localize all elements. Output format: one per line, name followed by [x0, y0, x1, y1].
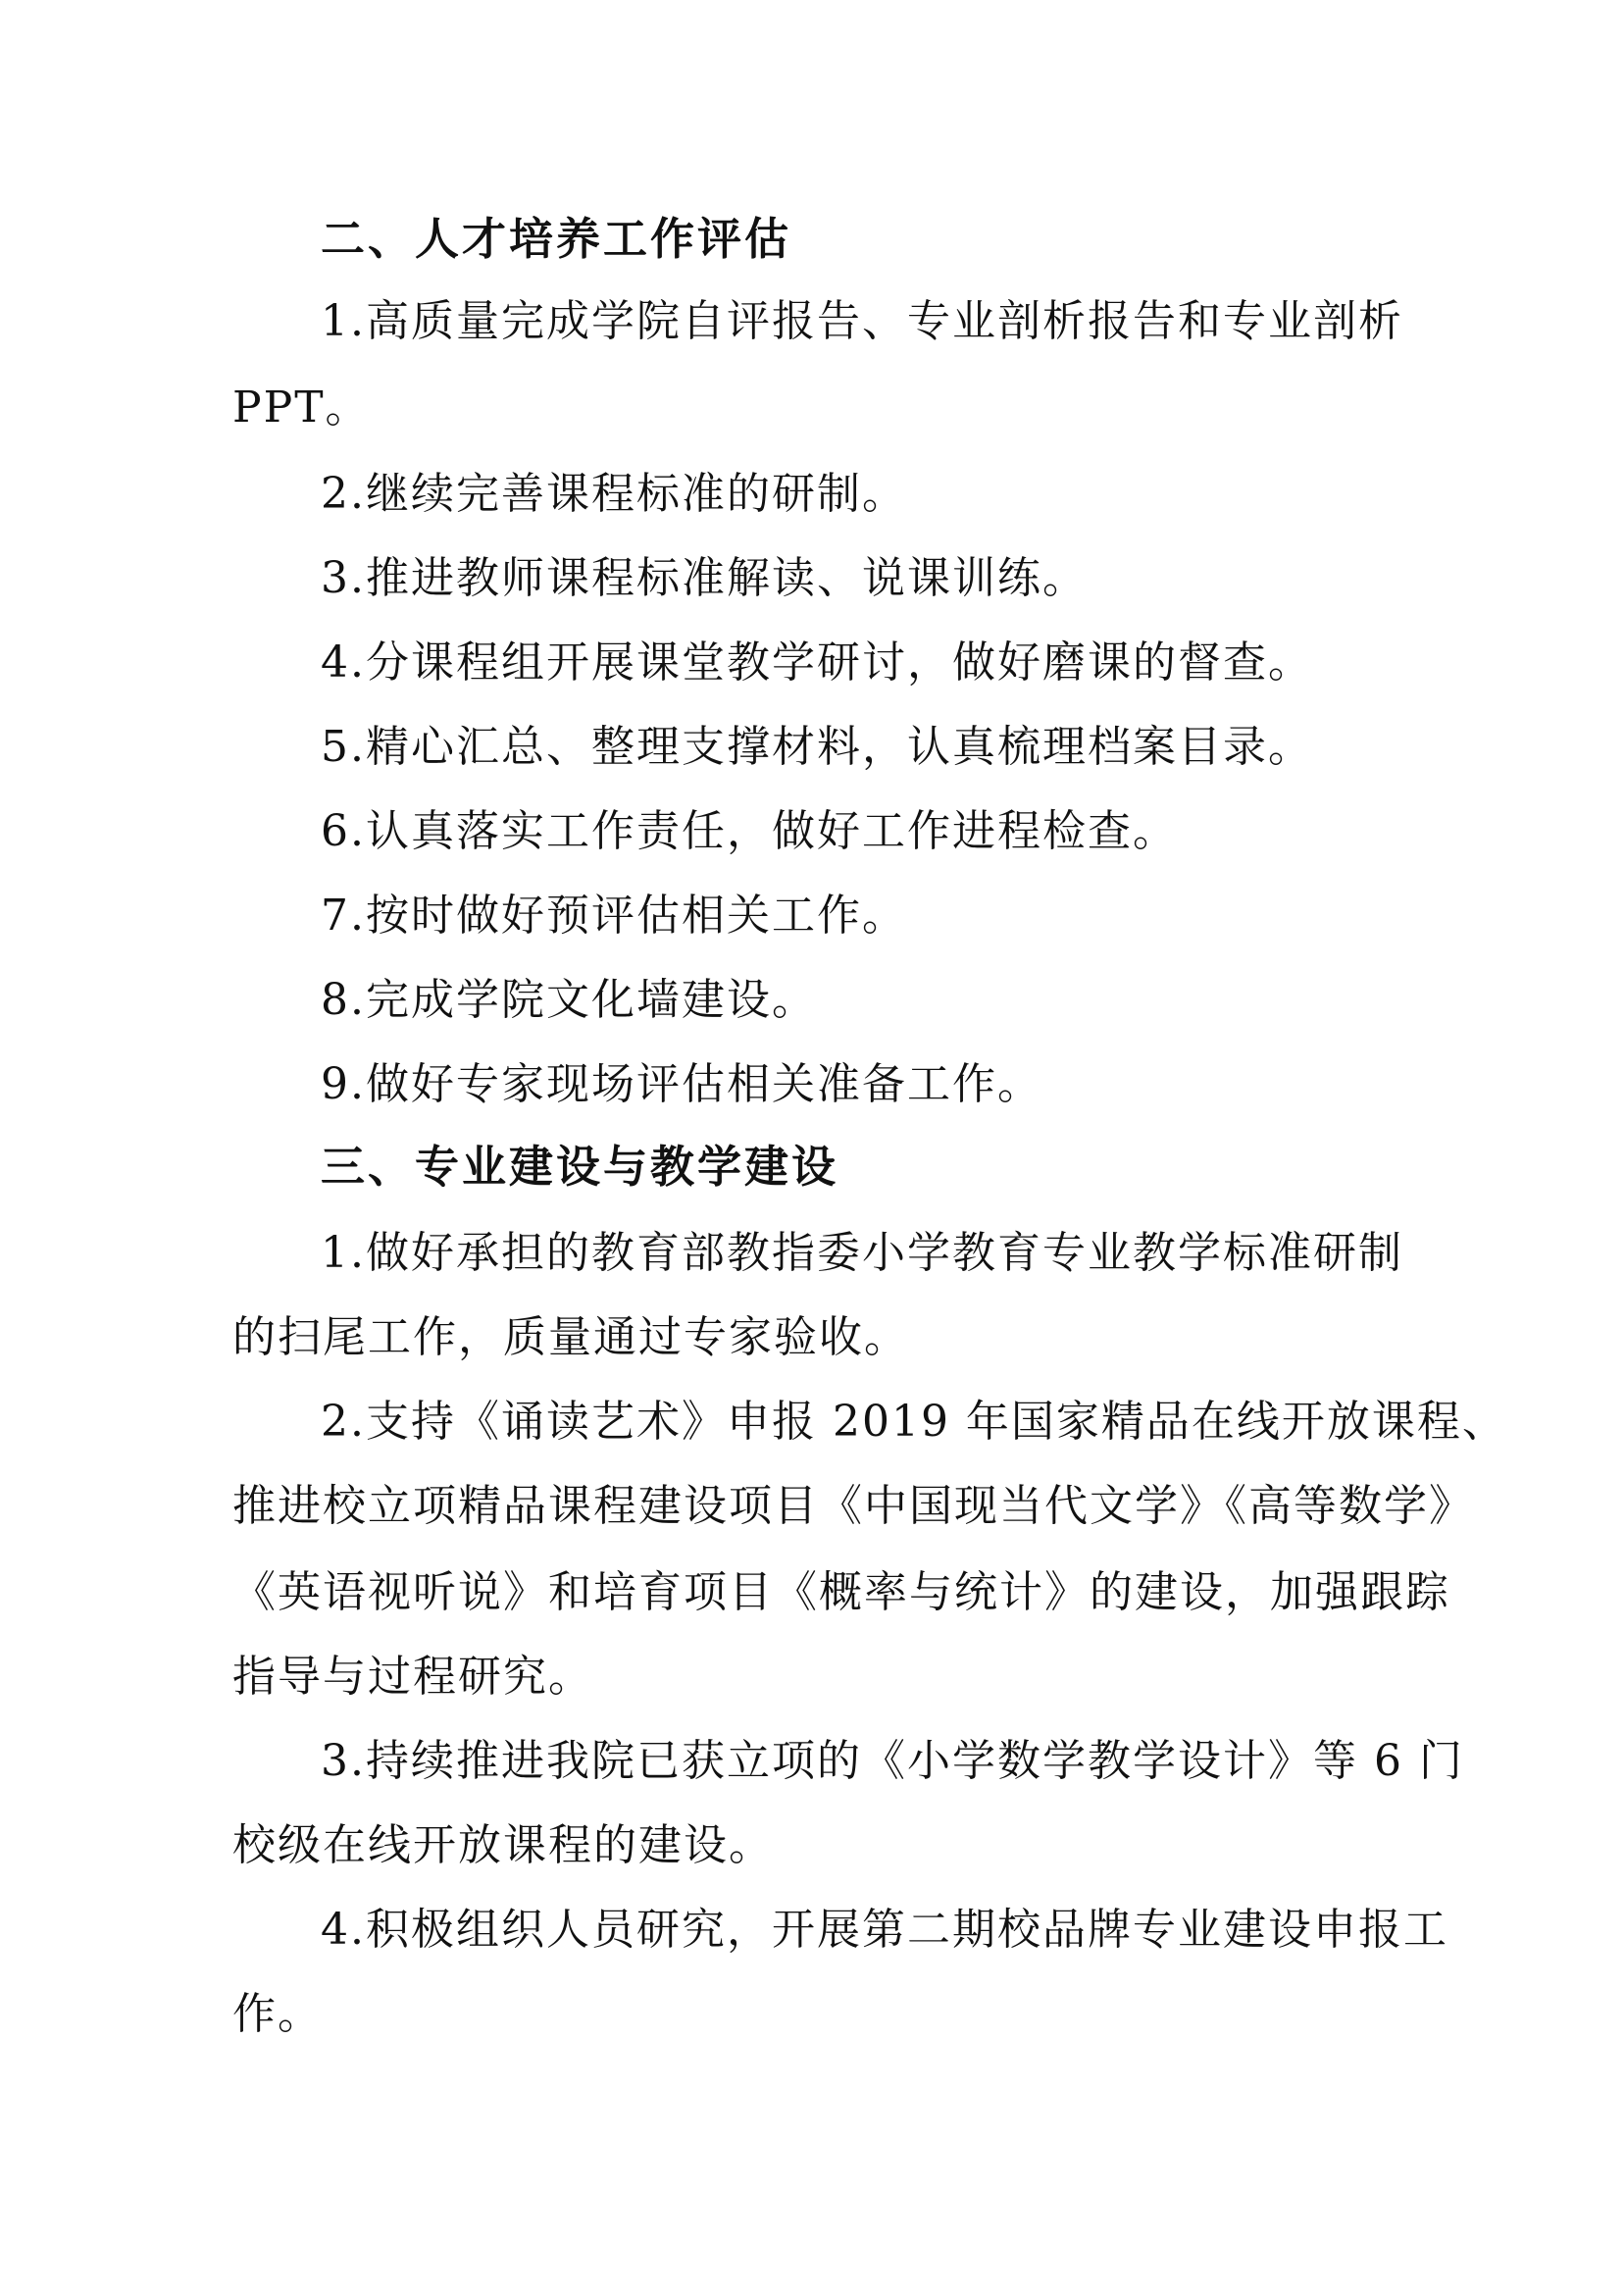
paragraph-item-3: 3.推进教师课程标准解读、说课训练。: [321, 553, 1088, 603]
paragraph-item-5: 5.精心汇总、整理支撑材料，认真梳理档案目录。: [321, 722, 1313, 772]
paragraph-item-2: 2.继续完善课程标准的研制。: [321, 469, 907, 519]
paragraph-s3-item-1-line-2: 的扫尾工作，质量通过专家验收。: [232, 1312, 909, 1362]
paragraph-s3-item-4-line-2: 作。: [232, 1989, 323, 2039]
section-heading-talent-training: 二、人才培养工作评估: [321, 213, 792, 265]
paragraph-item-1-line-2: PPT。: [232, 382, 371, 433]
paragraph-s3-item-4-line-1: 4.积极组织人员研究，开展第二期校品牌专业建设申报工: [321, 1905, 1448, 1955]
paragraph-s3-item-3-line-2: 校级在线开放课程的建设。: [232, 1820, 774, 1870]
paragraph-item-8: 8.完成学院文化墙建设。: [321, 975, 817, 1025]
paragraph-item-9: 9.做好专家现场评估相关准备工作。: [321, 1059, 1042, 1109]
paragraph-item-6: 6.认真落实工作责任，做好工作进程检查。: [321, 806, 1178, 856]
paragraph-s3-item-3-line-1: 3.持续推进我院已获立项的《小学数学教学设计》等 6 门: [321, 1736, 1464, 1786]
paragraph-s3-item-2-line-3: 《英语视听说》和培育项目《概率与统计》的建设，加强跟踪: [232, 1567, 1450, 1617]
paragraph-item-1-line-1: 1.高质量完成学院自评报告、专业剖析报告和专业剖析: [321, 296, 1403, 346]
paragraph-s3-item-2-line-4: 指导与过程研究。: [232, 1652, 593, 1702]
paragraph-s3-item-2-line-1: 2.支持《诵读艺术》申报 2019 年国家精品在线开放课程、: [321, 1397, 1507, 1447]
section-heading-program-construction: 三、专业建设与教学建设: [321, 1141, 839, 1193]
paragraph-s3-item-2-line-2: 推进校立项精品课程建设项目《中国现当代文学》《高等数学》: [232, 1481, 1474, 1531]
paragraph-s3-item-1-line-1: 1.做好承担的教育部教指委小学教育专业教学标准研制: [321, 1228, 1403, 1278]
paragraph-item-4: 4.分课程组开展课堂教学研讨，做好磨课的督查。: [321, 637, 1313, 688]
paragraph-item-7: 7.按时做好预评估相关工作。: [321, 891, 907, 941]
